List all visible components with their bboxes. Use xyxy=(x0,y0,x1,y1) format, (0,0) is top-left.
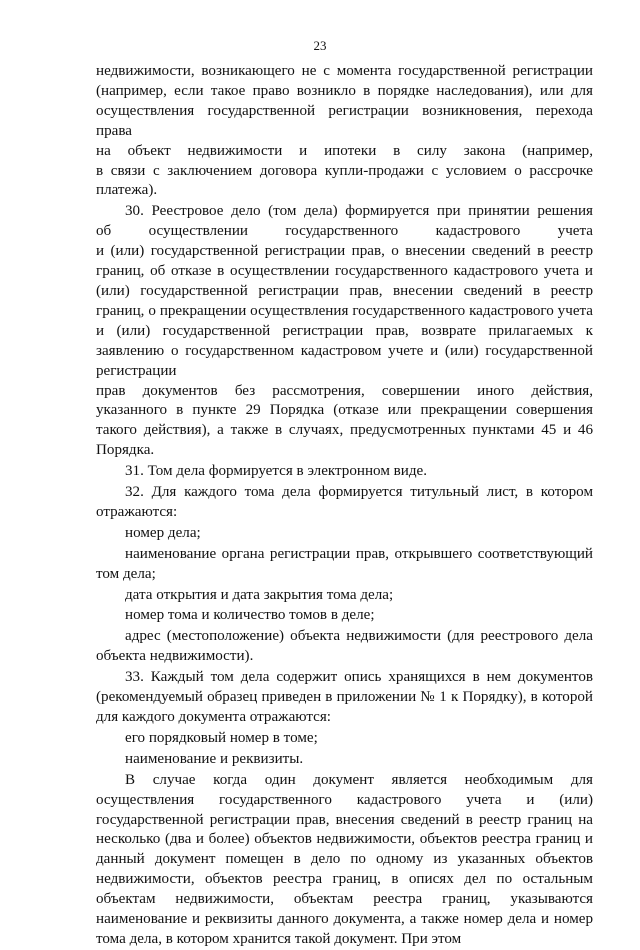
paragraph-30-end: указанного в пункте 29 Порядка (отказе или прекращении совершения такого действия), а также в случаях, предусмотренных пунктами 45 и 46 Порядка. xyxy=(96,402,593,459)
paragraph-continuation-end: в связи с заключением договора купли-продажи с условием о рассрочке платежа). xyxy=(96,162,593,199)
list-item: адрес (местоположение) объекта недвижимости (для реестрового дела объекта недвижимости). xyxy=(96,628,593,665)
paragraph-32: 32. Для каждого тома дела формируется титульный лист, в котором отражаются: xyxy=(96,484,593,520)
list-item: дата открытия и дата закрытия тома дела; xyxy=(125,586,394,603)
paragraph-31: 31. Том дела формируется в электронном виде. xyxy=(125,463,427,480)
paragraph-continuation: недвижимости, возникающего не с момента государственной регистрации (например, если такое право возникло в порядке наследования), или для осуществления государственной регистрации возникновения, перехода права xyxy=(96,63,593,139)
page-number: 23 xyxy=(313,38,327,53)
paragraph-case: В случае когда один документ является необходимым для осуществления государственного кадастрового учета и (или) государственной регистрации прав, внесения сведений в реестр границ на несколько (два и более) объектов недвижимости, объектов реестра границ и данный документ помещен в дело по одному из указанных объектов недвижимости, объектов реестра границ, в описях дел по остальным объектам недвижимости, объектам реестра границ, указываются наименование и реквизиты данного документа, а также номер дела и номер тома дела, в котором хранится такой документ. При этом xyxy=(96,771,593,947)
list-item: наименование органа регистрации прав, открывшего соответствующий том дела; xyxy=(96,545,593,582)
paragraph-30-start: 30. Реестровое дело (том дела) формируется при принятии решения xyxy=(125,203,593,220)
list-item: его порядковый номер в томе; xyxy=(125,729,318,746)
list-item: номер тома и количество томов в деле; xyxy=(125,607,375,624)
paragraph-30-line: об осуществлении государственного кадастрового учета xyxy=(96,223,593,240)
list-item: наименование и реквизиты. xyxy=(125,750,304,767)
paragraph-33: 33. Каждый том дела содержит опись хранящихся в нем документов (рекомендуемый образец приведен в приложении № 1 к Порядку), в которой для каждого документа отражаются: xyxy=(96,669,593,725)
list-item: номер дела; xyxy=(125,524,201,541)
paragraph-continuation-line: на объект недвижимости и ипотеки в силу закона (например, xyxy=(96,142,593,159)
document-body xyxy=(96,62,593,950)
paragraph-30-body: и (или) государственной регистрации прав, о внесении сведений в реестр границ, об отказе в осуществлении государственного кадастрового учета и (или) государственной регистрации прав, внесении сведений в реестр границ, о прекращении осуществления государственного кадастрового учета и (или) государственной регистрации прав, возврате прилагаемых к заявлению о государственном кадастровом учете и (или) государственной регистрации xyxy=(96,243,593,379)
paragraph-30-line: прав документов без рассмотрения, совершении иного действия, xyxy=(96,382,593,399)
